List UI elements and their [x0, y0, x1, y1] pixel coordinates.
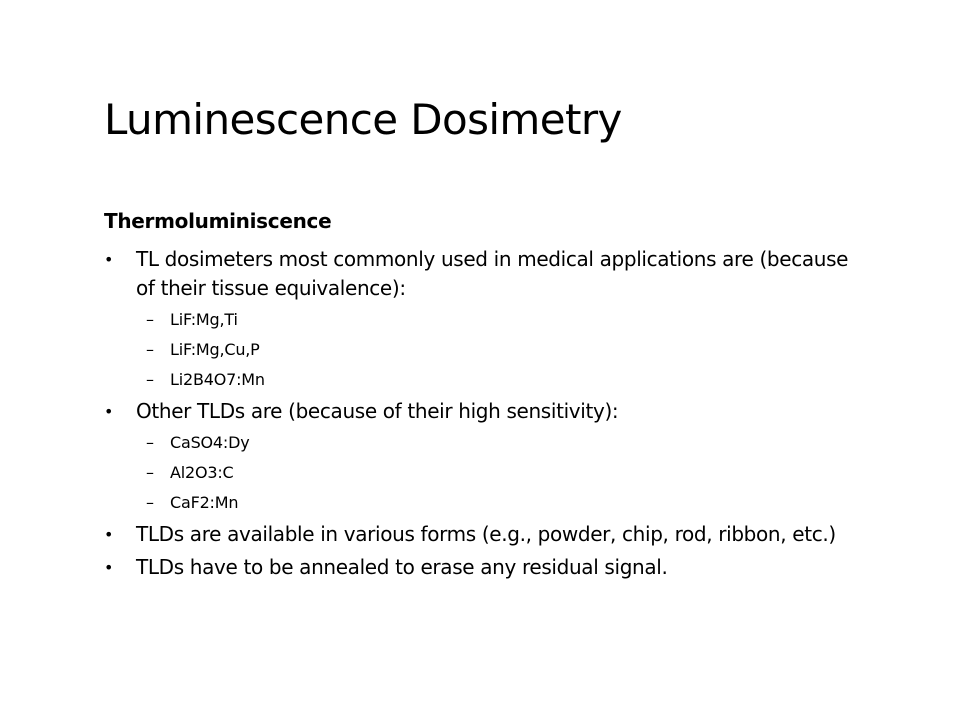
- bullet-item: [104, 397, 924, 515]
- bullet-list: [104, 245, 924, 582]
- sub-item-text: CaF2:Mn: [170, 493, 239, 512]
- sub-item: [136, 367, 924, 392]
- dash-icon: –: [146, 310, 154, 329]
- bullet-item: [104, 553, 924, 582]
- dash-icon: –: [146, 463, 154, 482]
- bullet-point-icon: •: [104, 402, 114, 421]
- section-heading: Thermoluminiscence: [104, 209, 332, 233]
- sub-item: [136, 490, 924, 515]
- sub-item-text: CaSO4:Dy: [170, 433, 250, 452]
- bullet-text: TLDs have to be annealed to erase any residual signal.: [136, 555, 668, 579]
- sub-item-text: Li2B4O7:Mn: [170, 370, 265, 389]
- slide-content: [104, 205, 924, 586]
- slide-title: Luminescence Dosimetry: [104, 95, 622, 144]
- sub-list: [136, 307, 924, 392]
- sub-list: [136, 430, 924, 515]
- dash-icon: –: [146, 370, 154, 389]
- dash-icon: –: [146, 493, 154, 512]
- sub-item: [136, 307, 924, 332]
- sub-item-text: Al2O3:C: [170, 463, 234, 482]
- sub-item-text: LiF:Mg,Ti: [170, 310, 238, 329]
- bullet-text: Other TLDs are (because of their high sensitivity):: [136, 399, 619, 423]
- sub-item: [136, 337, 924, 362]
- bullet-point-icon: •: [104, 250, 114, 269]
- bullet-point-icon: •: [104, 558, 114, 577]
- bullet-point-icon: •: [104, 525, 114, 544]
- bullet-text: TLDs are available in various forms (e.g., powder, chip, rod, ribbon, etc.): [136, 522, 836, 546]
- sub-item: [136, 460, 924, 485]
- sub-item: [136, 430, 924, 455]
- dash-icon: –: [146, 340, 154, 359]
- dash-icon: –: [146, 433, 154, 452]
- sub-item-text: LiF:Mg,Cu,P: [170, 340, 260, 359]
- bullet-item: [104, 245, 924, 392]
- bullet-text: TL dosimeters most commonly used in medical applications are (because of their tissue equivalence):: [136, 247, 849, 300]
- bullet-item: [104, 520, 924, 549]
